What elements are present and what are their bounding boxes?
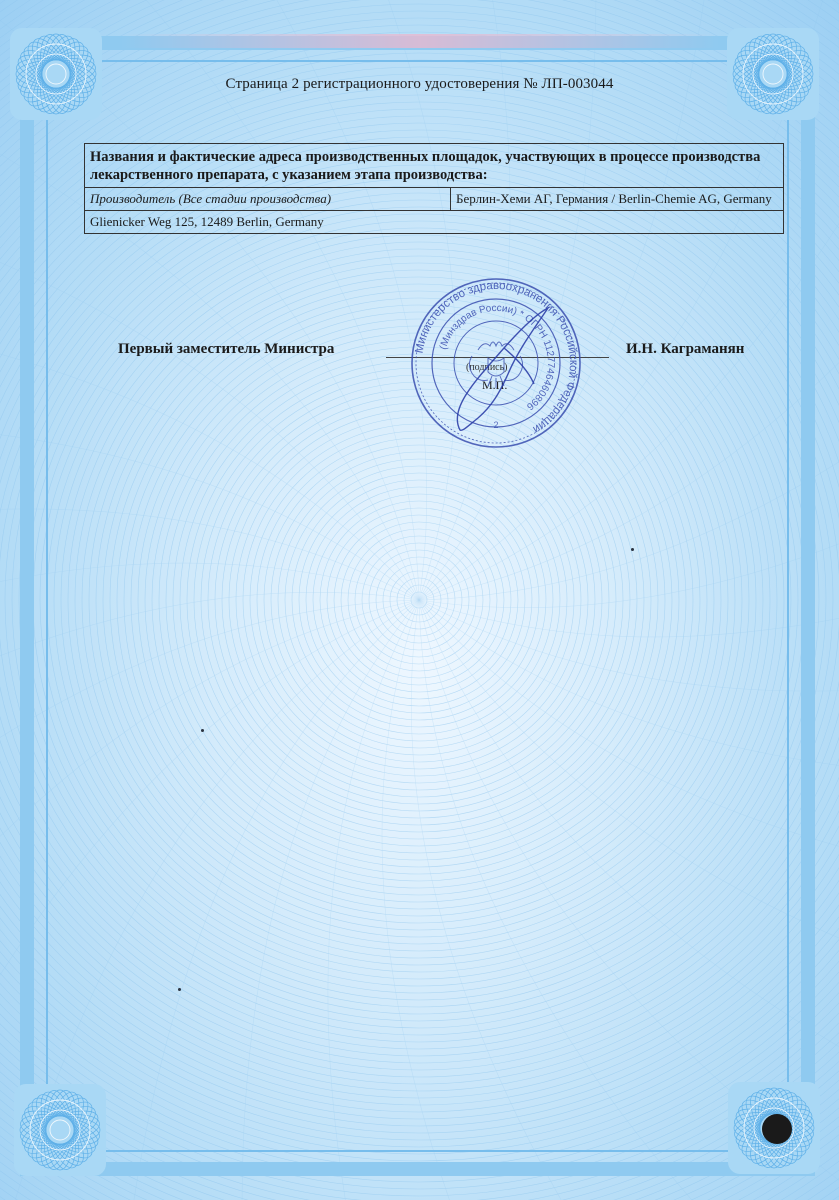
corner-rosette-icon (10, 1080, 110, 1180)
corner-rosette-icon (6, 24, 106, 124)
binding-hole (762, 1114, 792, 1144)
manufacturer-address: Glienicker Weg 125, 12489 Berlin, Germany (85, 211, 784, 234)
official-seal-icon (408, 278, 584, 448)
table-row (85, 188, 784, 211)
manufacturer-company: Берлин-Хеми АГ, Германия / Berlin-Chemie AG, Germany (451, 188, 784, 211)
signatory-title: Первый заместитель Министра (118, 341, 335, 357)
manufacturing-sites-table (84, 143, 784, 234)
table-title-row (85, 144, 784, 188)
corner-rosette-icon (723, 24, 823, 124)
signatory-name: И.Н. Каграманян (626, 341, 745, 357)
border-tint (120, 34, 720, 48)
paper-speck (178, 988, 181, 991)
manufacturer-role: Производитель (Все стадии производства) (85, 188, 451, 211)
paper-speck (201, 729, 204, 732)
stamp-place-mark: М.П. (482, 378, 508, 392)
signature-caption: (подпись) (466, 362, 508, 373)
table-row (85, 211, 784, 234)
eagle-emblem-icon (469, 342, 522, 388)
seal-ring-text: Министерство здравоохранения Российской Федерации (413, 279, 580, 436)
page-header: Страница 2 регистрационного удостоверения № ЛП-003044 (225, 76, 614, 92)
seal-inner-text: (Минздрав России) * ОГРН 1127746460896 (437, 302, 557, 412)
paper-speck (631, 548, 634, 551)
table-title: Названия и фактические адреса производственных площадок, участвующих в процессе производства лекарственного препарата, с указанием этапа производства: (85, 144, 784, 188)
seal-number: 2 (493, 420, 499, 430)
